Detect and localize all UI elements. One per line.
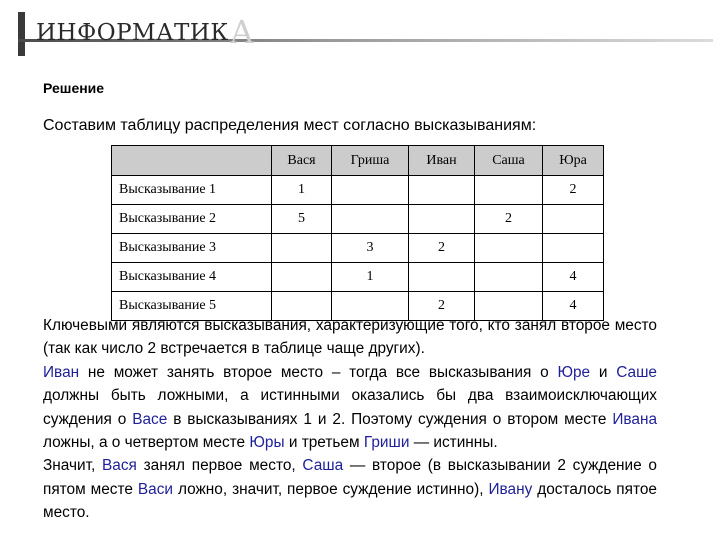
table-header-row <box>112 146 604 176</box>
table-cell <box>409 205 475 234</box>
text-segment: и <box>590 363 617 381</box>
highlighted-name: Юре <box>557 363 591 381</box>
explanation-text <box>43 314 657 525</box>
highlighted-name: Саша <box>302 457 344 475</box>
text-segment: — второе (в высказывании 2 суждение о пятом месте <box>43 457 657 498</box>
table-cell: 1 <box>272 176 332 205</box>
table-cell: 2 <box>409 292 475 321</box>
table-cell: 1 <box>332 263 409 292</box>
text-segment: ложны, а о четвертом месте <box>43 434 250 452</box>
highlighted-name: Иван <box>43 363 80 381</box>
table-row <box>112 234 604 263</box>
row-label: Высказывание 4 <box>112 263 272 292</box>
text-segment: занял первое место, <box>136 457 303 475</box>
slide-header <box>0 0 720 60</box>
highlighted-name: Саше <box>616 363 657 381</box>
text-segment: Значит, <box>43 457 102 475</box>
explanation-paragraph-2 <box>43 361 657 455</box>
column-header-grisha: Гриша <box>332 146 409 176</box>
table-cell: 2 <box>409 234 475 263</box>
header-title-last-letter: А <box>229 13 255 51</box>
column-header-ivan: Иван <box>409 146 475 176</box>
highlighted-name: Юры <box>249 434 285 452</box>
text-segment: и третьем <box>284 434 364 452</box>
table-cell <box>272 234 332 263</box>
section-heading: Решение <box>43 80 105 96</box>
explanation-paragraph-3 <box>43 454 657 524</box>
highlighted-name: Васи <box>137 480 173 498</box>
text-segment: в высказываниях 1 и 2. Поэтому суждения о втором месте <box>167 410 613 428</box>
table-cell <box>475 263 543 292</box>
table-cell <box>409 176 475 205</box>
table-cell <box>409 263 475 292</box>
header-title <box>36 10 255 51</box>
table-cell <box>272 263 332 292</box>
table-cell <box>332 176 409 205</box>
explanation-paragraph-1: Ключевыми являются высказывания, характеризующие того, кто занял второе место (так как число 2 встречается в таблице чаще других). <box>43 317 657 358</box>
table-cell: 4 <box>543 292 604 321</box>
highlighted-name: Гриши <box>363 434 410 452</box>
text-segment: ложно, значит, первое суждение истинно), <box>173 480 489 498</box>
row-label: Высказывание 2 <box>112 205 272 234</box>
table-cell <box>543 234 604 263</box>
intro-text: Составим таблицу распределения мест согласно высказываниям: <box>43 117 537 134</box>
column-header-vasya: Вася <box>272 146 332 176</box>
text-segment: должны быть ложными, а истинными оказались бы два взаимоисключающих суждения о <box>43 387 657 428</box>
column-header-yura: Юра <box>543 146 604 176</box>
text-segment: досталось пятое место. <box>43 480 657 522</box>
table-corner-cell <box>112 146 272 176</box>
table-cell <box>332 205 409 234</box>
column-header-sasha: Саша <box>475 146 543 176</box>
table-row <box>112 263 604 292</box>
row-label: Высказывание 3 <box>112 234 272 263</box>
text-segment: не может занять второе место – тогда все высказывания о <box>79 363 558 381</box>
text-segment: — истинны. <box>409 434 498 452</box>
row-label: Высказывание 1 <box>112 176 272 205</box>
table-cell: 2 <box>543 176 604 205</box>
highlighted-name: Ивану <box>488 480 533 498</box>
table-cell: 4 <box>543 263 604 292</box>
table-cell <box>475 176 543 205</box>
table-cell: 5 <box>272 205 332 234</box>
distribution-table <box>111 145 604 321</box>
table-cell <box>475 234 543 263</box>
header-title-text: ИНФОРМАТИК <box>36 20 229 46</box>
highlighted-name: Вася <box>102 457 137 475</box>
highlighted-name: Ивана <box>612 410 658 428</box>
row-label: Высказывание 5 <box>112 292 272 321</box>
table-row <box>112 176 604 205</box>
table-row <box>112 205 604 234</box>
table-cell <box>543 205 604 234</box>
highlighted-name: Васе <box>132 410 168 428</box>
header-accent-bar <box>18 12 25 56</box>
table-cell: 3 <box>332 234 409 263</box>
table-cell: 2 <box>475 205 543 234</box>
